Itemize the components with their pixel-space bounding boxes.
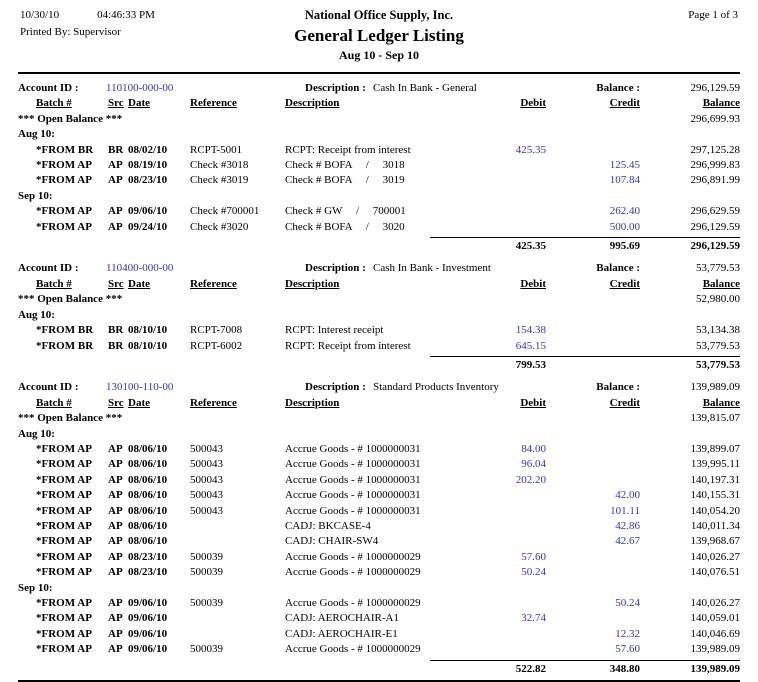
reference-cell: 500039 [190, 566, 223, 579]
balance-cell: 140,026.27 [690, 550, 740, 563]
transaction-row [18, 204, 740, 219]
period-group-row [18, 581, 740, 596]
batch-cell: *FROM AP [36, 159, 92, 172]
batch-cell: *FROM BR [36, 143, 94, 156]
column-header-row [18, 277, 740, 292]
print-time: 04:46:33 PM [97, 9, 155, 21]
credit-cell[interactable]: 42.86 [615, 519, 640, 532]
description-cell: Check # GW / 700001 [285, 205, 406, 218]
description-cell: Accrue Goods - # 1000000029 [285, 566, 421, 579]
page-number: Page 1 of 3 [688, 9, 738, 21]
account-description: Standard Products Inventory [373, 381, 499, 394]
total-debit: 522.82 [515, 662, 546, 675]
balance-label: Balance : [596, 82, 640, 94]
src-cell: AP [108, 643, 123, 656]
credit-cell[interactable]: 42.67 [615, 535, 640, 548]
src-cell: AP [108, 220, 123, 233]
batch-cell: *FROM AP [36, 473, 92, 486]
open-balance-row [18, 112, 740, 127]
column-header-row [18, 396, 740, 411]
batch-cell: *FROM AP [36, 442, 92, 455]
column-header-src: Src [108, 277, 124, 290]
column-header-debit: Debit [520, 396, 546, 409]
column-header-batch: Batch # [36, 277, 72, 290]
date-cell: 09/24/10 [128, 220, 168, 233]
account-id-value[interactable]: 110100-000-00 [106, 82, 174, 94]
column-header-reference: Reference [190, 277, 237, 290]
printed-by-value: Supervisor [73, 26, 121, 38]
reference-cell: 500043 [190, 473, 223, 486]
description-cell: CADJ: AEROCHAIR-A1 [285, 612, 399, 625]
reference-cell: 500039 [190, 550, 223, 563]
date-cell: 08/23/10 [128, 550, 168, 563]
transaction-row [18, 143, 740, 158]
total-debit: 425.35 [515, 240, 546, 253]
balance-cell: 53,134.38 [696, 324, 740, 337]
report-body [18, 81, 740, 677]
column-header-batch: Batch # [36, 97, 72, 110]
credit-cell[interactable]: 262.40 [609, 205, 640, 218]
reference-cell: 500043 [190, 458, 223, 471]
src-cell: AP [108, 597, 123, 609]
transaction-row [18, 457, 740, 472]
balance-cell: 140,011.34 [690, 519, 740, 532]
src-cell: AP [108, 159, 123, 172]
description-cell: Accrue Goods - # 1000000029 [285, 643, 421, 656]
account-id-label: Account ID : [18, 381, 79, 394]
date-cell: 08/23/10 [128, 566, 168, 579]
src-cell: AP [108, 489, 123, 502]
debit-cell[interactable]: 154.38 [515, 324, 546, 337]
totals-row [18, 357, 740, 373]
batch-cell: *FROM AP [36, 566, 92, 579]
transaction-row [18, 173, 740, 188]
batch-cell: *FROM AP [36, 627, 92, 640]
transaction-row [18, 504, 740, 519]
description-cell: RCPT: Receipt from interest [285, 143, 411, 156]
column-header-description: Description [285, 277, 340, 290]
transaction-row [18, 550, 740, 565]
batch-cell: *FROM AP [36, 535, 92, 548]
account-id-label: Account ID : [18, 262, 79, 275]
reference-cell: 500039 [190, 643, 223, 656]
date-cell: 09/06/10 [128, 597, 168, 609]
open-balance-label: *** Open Balance *** [18, 293, 123, 306]
date-cell: 08/06/10 [128, 458, 168, 471]
group-label: Sep 10: [18, 189, 53, 202]
reference-cell: Check #3019 [190, 174, 249, 187]
transaction-row [18, 442, 740, 457]
group-label: Sep 10: [18, 581, 53, 594]
src-cell: AP [108, 550, 123, 563]
total-balance: 53,779.53 [696, 358, 740, 371]
transaction-row [18, 220, 740, 235]
balance-cell: 140,076.51 [690, 566, 740, 579]
column-header-credit: Credit [609, 396, 640, 409]
column-header-src: Src [108, 396, 124, 409]
balance-cell: 297,125.28 [690, 143, 740, 156]
column-header-balance: Balance [702, 396, 740, 409]
credit-cell[interactable]: 125.45 [609, 159, 640, 172]
account-description: Cash In Bank - Investment [373, 262, 491, 275]
account-header-row [18, 81, 740, 96]
account-balance: 296,129.59 [690, 82, 740, 94]
transaction-row [18, 473, 740, 488]
group-label: Aug 10: [18, 427, 55, 440]
period-group-row [18, 427, 740, 442]
transaction-row [18, 534, 740, 549]
print-datetime [20, 9, 155, 21]
balance-cell: 140,155.31 [690, 489, 740, 502]
reference-cell: RCPT-5001 [190, 143, 243, 156]
balance-cell: 296,629.59 [690, 205, 740, 218]
description-cell: Accrue Goods - # 1000000031 [285, 473, 421, 486]
src-cell: AP [108, 205, 123, 218]
column-header-description: Description [285, 97, 340, 110]
open-balance-label: *** Open Balance *** [18, 112, 123, 125]
account-balance: 53,779.53 [696, 262, 740, 275]
header-rule [18, 72, 740, 74]
description-label: Description : [305, 262, 366, 275]
date-cell: 09/06/10 [128, 612, 168, 625]
description-cell: Check # BOFA / 3019 [285, 174, 405, 187]
date-cell: 08/06/10 [128, 442, 168, 455]
description-cell: Accrue Goods - # 1000000031 [285, 442, 421, 455]
balance-cell: 139,899.07 [690, 442, 740, 455]
print-info [20, 9, 155, 38]
balance-label: Balance : [596, 262, 640, 275]
date-cell: 08/06/10 [128, 519, 168, 532]
period-group-row [18, 189, 740, 204]
description-cell: RCPT: Interest receipt [285, 324, 384, 337]
column-header-credit: Credit [609, 97, 640, 110]
src-cell: BR [108, 143, 124, 156]
balance-cell: 139,968.67 [690, 535, 740, 548]
src-cell: AP [108, 174, 123, 187]
column-header-debit: Debit [520, 277, 546, 290]
report-header [18, 6, 740, 63]
description-cell: Accrue Goods - # 1000000031 [285, 504, 421, 517]
src-cell: AP [108, 473, 123, 486]
batch-cell: *FROM AP [36, 612, 92, 625]
reference-cell: RCPT-6002 [190, 339, 243, 352]
date-cell: 08/06/10 [128, 504, 168, 517]
batch-cell: *FROM AP [36, 220, 92, 233]
print-date: 10/30/10 [20, 9, 60, 21]
src-cell: AP [108, 535, 123, 548]
total-debit: 799.53 [515, 358, 546, 371]
transaction-row [18, 627, 740, 642]
date-cell: 08/10/10 [128, 339, 168, 352]
debit-cell[interactable]: 425.35 [515, 143, 546, 156]
printed-by [20, 26, 155, 38]
reference-cell: 500043 [190, 489, 223, 502]
transaction-row [18, 642, 740, 657]
account-header-row [18, 261, 740, 276]
src-cell: AP [108, 504, 123, 517]
total-balance: 139,989.09 [690, 662, 740, 675]
credit-cell[interactable]: 57.60 [615, 643, 640, 656]
date-cell: 08/02/10 [128, 143, 168, 156]
totals-row [18, 238, 740, 254]
src-cell: BR [108, 324, 124, 337]
debit-cell[interactable]: 50.24 [521, 566, 546, 579]
column-header-description: Description [285, 396, 340, 409]
credit-cell[interactable]: 50.24 [615, 597, 640, 609]
date-cell: 09/06/10 [128, 627, 168, 640]
column-header-reference: Reference [190, 97, 237, 110]
open-balance-value: 52,980.00 [696, 293, 740, 306]
date-cell: 08/06/10 [128, 489, 168, 502]
total-balance: 296,129.59 [690, 240, 740, 253]
reference-cell: 500039 [190, 597, 223, 609]
balance-cell: 139,995.11 [690, 458, 740, 471]
description-cell: CADJ: AEROCHAIR-E1 [285, 627, 398, 640]
account-id-value[interactable]: 130100-110-00 [106, 381, 174, 394]
description-cell: Check # BOFA / 3020 [285, 220, 405, 233]
balance-cell: 139,989.09 [690, 643, 740, 656]
reference-cell: Check #3018 [190, 159, 249, 172]
account-id-value[interactable]: 110400-000-00 [106, 262, 174, 275]
debit-cell[interactable]: 57.60 [521, 550, 546, 563]
credit-cell[interactable]: 500.00 [609, 220, 640, 233]
batch-cell: *FROM AP [36, 550, 92, 563]
date-cell: 08/23/10 [128, 174, 168, 187]
total-credit: 995.69 [609, 240, 640, 253]
account-balance: 139,989.09 [690, 381, 740, 394]
batch-cell: *FROM BR [36, 339, 94, 352]
reference-cell: RCPT-7008 [190, 324, 243, 337]
batch-cell: *FROM AP [36, 458, 92, 471]
reference-cell: Check #700001 [190, 205, 260, 218]
batch-cell: *FROM AP [36, 597, 92, 609]
column-header-date: Date [128, 396, 150, 409]
debit-cell[interactable]: 32.74 [521, 612, 546, 625]
total-credit: 348.80 [609, 662, 640, 675]
transaction-row [18, 339, 740, 354]
balance-cell: 140,026.27 [690, 597, 740, 609]
transaction-row [18, 519, 740, 534]
batch-cell: *FROM AP [36, 174, 92, 187]
balance-cell: 296,129.59 [690, 220, 740, 233]
description-cell: CADJ: BKCASE-4 [285, 519, 371, 532]
src-cell: AP [108, 458, 123, 471]
date-cell: 08/06/10 [128, 535, 168, 548]
src-cell: AP [108, 519, 123, 532]
report-title: General Ledger Listing [294, 26, 464, 45]
account-description: Cash In Bank - General [373, 82, 477, 94]
open-balance-row [18, 292, 740, 307]
reference-cell: Check #3020 [190, 220, 249, 233]
column-header-reference: Reference [190, 396, 237, 409]
group-label: Aug 10: [18, 308, 55, 321]
batch-cell: *FROM AP [36, 519, 92, 532]
account-id-label: Account ID : [18, 82, 79, 94]
column-header-batch: Batch # [36, 396, 72, 409]
column-header-date: Date [128, 277, 150, 290]
company-name: National Office Supply, Inc. [304, 8, 454, 22]
balance-cell: 53,779.53 [696, 339, 740, 352]
column-header-balance: Balance [702, 277, 740, 290]
date-cell: 09/06/10 [128, 643, 168, 656]
totals-row [18, 661, 740, 677]
account-header-row [18, 380, 740, 395]
date-cell: 09/06/10 [128, 205, 168, 218]
date-cell: 08/10/10 [128, 324, 168, 337]
credit-cell[interactable]: 12.32 [615, 627, 640, 640]
balance-cell: 140,046.69 [690, 627, 740, 640]
column-header-date: Date [128, 97, 150, 110]
column-header-debit: Debit [520, 97, 546, 110]
open-balance-row [18, 411, 740, 426]
open-balance-value: 139,815.07 [690, 412, 740, 425]
balance-cell: 140,197.31 [690, 473, 740, 486]
transaction-row [18, 565, 740, 580]
src-cell: AP [108, 627, 123, 640]
credit-cell[interactable]: 107.84 [609, 174, 640, 187]
balance-cell: 140,054.20 [690, 504, 740, 517]
reference-cell: 500043 [190, 442, 223, 455]
balance-cell: 296,999.83 [690, 159, 740, 172]
column-header-row [18, 96, 740, 111]
description-cell: Accrue Goods - # 1000000031 [285, 489, 421, 502]
reference-cell: 500043 [190, 504, 223, 517]
batch-cell: *FROM AP [36, 643, 92, 656]
src-cell: AP [108, 566, 123, 579]
description-label: Description : [305, 381, 366, 394]
column-header-credit: Credit [609, 277, 640, 290]
description-cell: CADJ: CHAIR-SW4 [285, 535, 379, 548]
description-label: Description : [305, 82, 366, 94]
batch-cell: *FROM AP [36, 504, 92, 517]
date-cell: 08/06/10 [128, 473, 168, 486]
src-cell: AP [108, 612, 123, 625]
balance-cell: 140,059.01 [690, 612, 740, 625]
src-cell: BR [108, 339, 124, 352]
period-group-row [18, 127, 740, 142]
description-cell: Accrue Goods - # 1000000029 [285, 597, 421, 609]
transaction-row [18, 488, 740, 503]
batch-cell: *FROM BR [36, 324, 94, 337]
balance-cell: 296,891.99 [690, 174, 740, 187]
batch-cell: *FROM AP [36, 489, 92, 502]
printed-by-label: Printed By: [20, 26, 71, 38]
debit-cell[interactable]: 645.15 [515, 339, 546, 352]
balance-label: Balance : [596, 381, 640, 394]
transaction-row [18, 158, 740, 173]
description-cell: Accrue Goods - # 1000000029 [285, 550, 421, 563]
description-cell: Accrue Goods - # 1000000031 [285, 458, 421, 471]
transaction-row [18, 596, 740, 611]
date-cell: 08/19/10 [128, 159, 168, 172]
debit-cell[interactable]: 84.00 [521, 442, 546, 455]
open-balance-value: 296,699.93 [690, 112, 740, 125]
description-cell: Check # BOFA / 3018 [285, 159, 405, 172]
open-balance-label: *** Open Balance *** [18, 412, 123, 425]
debit-cell[interactable]: 96.04 [521, 458, 546, 471]
transaction-row [18, 323, 740, 338]
debit-cell[interactable]: 202.20 [515, 473, 546, 486]
credit-cell[interactable]: 101.11 [610, 504, 640, 517]
group-label: Aug 10: [18, 128, 55, 141]
batch-cell: *FROM AP [36, 205, 92, 218]
transaction-row [18, 611, 740, 626]
credit-cell[interactable]: 42.00 [615, 489, 640, 502]
report-period: Aug 10 - Sep 10 [338, 48, 419, 62]
column-header-balance: Balance [702, 97, 740, 110]
description-cell: RCPT: Receipt from interest [285, 339, 411, 352]
src-cell: AP [108, 442, 123, 455]
column-header-src: Src [108, 97, 124, 110]
period-group-row [18, 308, 740, 323]
